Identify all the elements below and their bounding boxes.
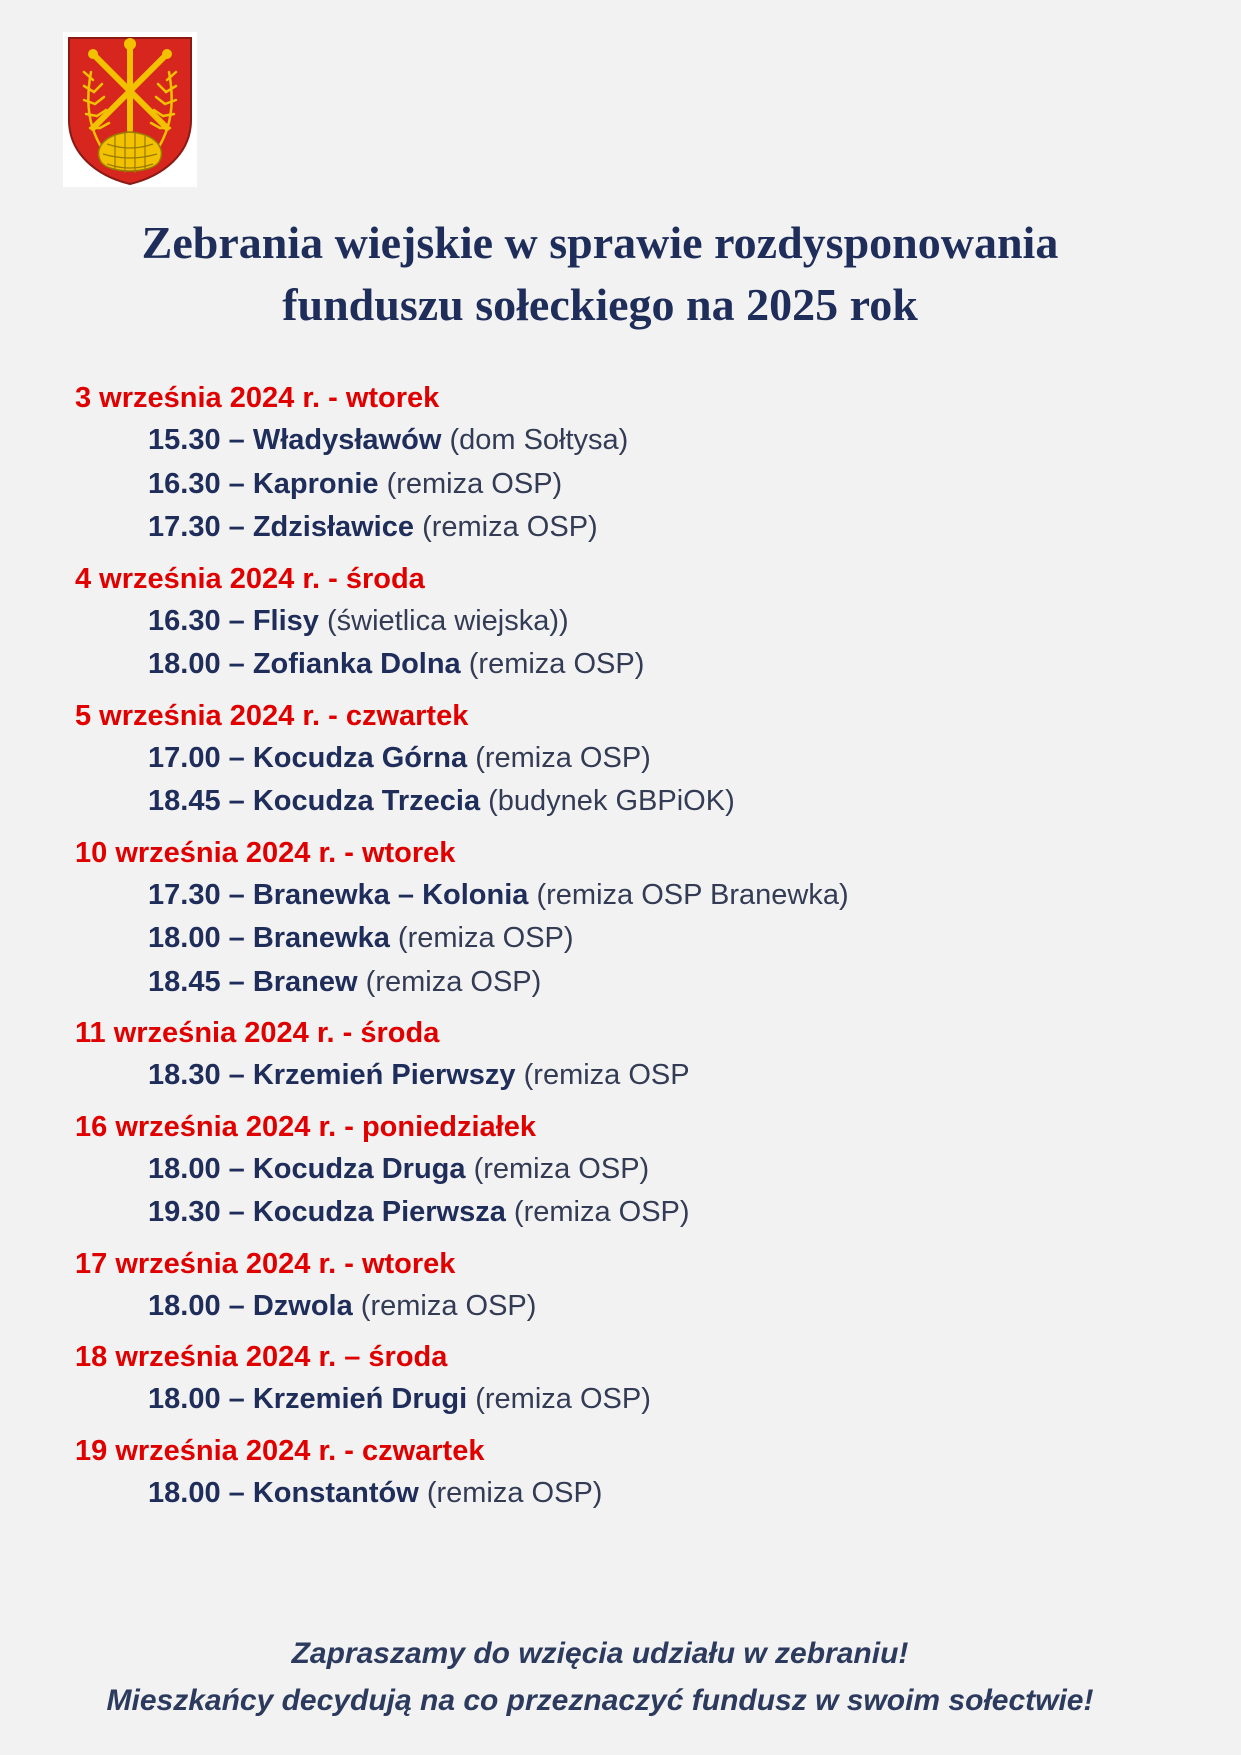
meeting-time: 17.30 –: [148, 878, 245, 911]
meeting-village: Konstantów: [252, 1476, 419, 1509]
meeting-row: [75, 961, 1175, 1005]
day-date-header: 17 września 2024 r. - wtorek: [75, 1247, 456, 1280]
schedule-day: [75, 1107, 1175, 1235]
meeting-time: 18.00 –: [148, 1152, 245, 1185]
meeting-time: 16.30 –: [148, 467, 245, 500]
meeting-venue: (świetlica wiejska)): [326, 604, 569, 637]
meeting-time: 18.30 –: [148, 1059, 245, 1091]
meeting-village: Dzwola: [252, 1289, 353, 1322]
day-date-header: 19 września 2024 r. - czwartek: [75, 1434, 485, 1467]
footer-line-2: Mieszkańcy decydują na co przeznaczyć fundusz w swoim sołectwie!: [106, 1684, 1094, 1717]
schedule-day: [75, 1431, 1175, 1516]
meeting-row: [75, 1148, 1175, 1192]
meeting-row: [75, 600, 1175, 644]
meeting-time: 18.00 –: [148, 922, 245, 954]
schedule-day: [75, 1337, 1175, 1422]
meeting-venue: (remiza OSP): [513, 1196, 690, 1228]
day-date-header: 11 września 2024 r. - środa: [75, 1017, 440, 1049]
meeting-row: [75, 1378, 1175, 1422]
meeting-village: Branew: [252, 965, 358, 998]
meeting-village: Krzemień Pierwszy: [252, 1059, 516, 1091]
schedule-day: [75, 833, 1175, 1005]
meeting-schedule: [75, 378, 1175, 1524]
meeting-time: 15.30 –: [148, 424, 245, 456]
meeting-village: Władysławów: [252, 424, 442, 456]
meeting-village: Kocudza Druga: [252, 1152, 466, 1185]
meeting-village: Kocudza Górna: [252, 741, 468, 774]
meeting-time: 18.45 –: [148, 785, 245, 817]
meeting-village: Krzemień Drugi: [252, 1383, 468, 1415]
meeting-time: 19.30 –: [148, 1196, 245, 1228]
meeting-village: Kapronie: [252, 467, 379, 500]
meeting-row: [75, 419, 1175, 463]
day-date-header: 10 września 2024 r. - wtorek: [75, 836, 456, 869]
meeting-time: 18.00 –: [148, 1476, 245, 1509]
schedule-day: [75, 378, 1175, 550]
meeting-venue: (remiza OSP): [475, 741, 651, 774]
meeting-row: [75, 643, 1175, 687]
meeting-venue: (remiza OSP): [397, 922, 574, 954]
meeting-row: [75, 917, 1175, 961]
meeting-venue: (remiza OSP): [473, 1152, 650, 1185]
footer-line-1: Zapraszamy do wzięcia udziału w zebraniu!: [291, 1637, 909, 1670]
meeting-venue: (budynek GBPiOK): [488, 785, 735, 817]
day-date-header: 5 września 2024 r. - czwartek: [75, 699, 469, 732]
meeting-venue: (dom Sołtysa): [449, 424, 629, 456]
meeting-village: Kocudza Pierwsza: [252, 1196, 506, 1228]
meeting-village: Flisy: [252, 604, 319, 637]
meeting-venue: (remiza OSP): [426, 1476, 603, 1509]
schedule-day: [75, 696, 1175, 824]
meeting-row: [75, 780, 1175, 824]
meeting-village: Zofianka Dolna: [252, 648, 461, 680]
schedule-day: [75, 559, 1175, 687]
meeting-venue: (remiza OSP Branewka): [536, 878, 849, 911]
meeting-venue: (remiza OSP: [523, 1059, 690, 1091]
day-date-header: 3 września 2024 r. - wtorek: [75, 382, 440, 414]
meeting-village: Zdzisławice: [252, 511, 414, 543]
meeting-village: Branewka – Kolonia: [252, 878, 529, 911]
schedule-day: [75, 1013, 1175, 1098]
meeting-row: [75, 1191, 1175, 1235]
day-date-header: 16 września 2024 r. - poniedziałek: [75, 1110, 536, 1143]
meeting-time: 18.45 –: [148, 965, 245, 998]
meeting-time: 18.00 –: [148, 1289, 245, 1322]
meeting-row: [75, 737, 1175, 781]
meeting-row: [75, 506, 1175, 550]
day-date-header: 4 września 2024 r. - środa: [75, 562, 425, 595]
title-line-1: Zebrania wiejskie w sprawie rozdysponowania: [141, 217, 1059, 268]
meeting-time: 18.00 –: [148, 1383, 245, 1415]
schedule-day: [75, 1244, 1175, 1329]
meeting-venue: (remiza OSP): [422, 511, 598, 543]
meeting-village: Kocudza Trzecia: [252, 785, 481, 817]
meeting-time: 16.30 –: [148, 604, 245, 637]
meeting-venue: (remiza OSP): [365, 965, 542, 998]
meeting-venue: (remiza OSP): [475, 1383, 651, 1415]
meeting-row: [75, 1285, 1175, 1329]
meeting-row: [75, 874, 1175, 918]
meeting-row: [75, 463, 1175, 507]
meeting-time: 17.00 –: [148, 741, 245, 774]
meeting-venue: (remiza OSP): [360, 1289, 537, 1322]
coat-of-arms-icon: [63, 32, 197, 187]
meeting-venue: (remiza OSP): [468, 648, 645, 680]
meeting-time: 17.30 –: [148, 511, 245, 543]
meeting-village: Branewka: [252, 922, 390, 954]
footer-invitation: [0, 1630, 1200, 1724]
day-date-header: 18 września 2024 r. – środa: [75, 1341, 448, 1373]
meeting-time: 18.00 –: [148, 648, 245, 680]
meeting-row: [75, 1472, 1175, 1516]
coat-of-arms: [63, 32, 197, 187]
title-line-2: funduszu sołeckiego na 2025 rok: [282, 279, 918, 330]
meeting-venue: (remiza OSP): [386, 467, 563, 500]
meeting-row: [75, 1054, 1175, 1098]
page-title: [0, 212, 1200, 336]
